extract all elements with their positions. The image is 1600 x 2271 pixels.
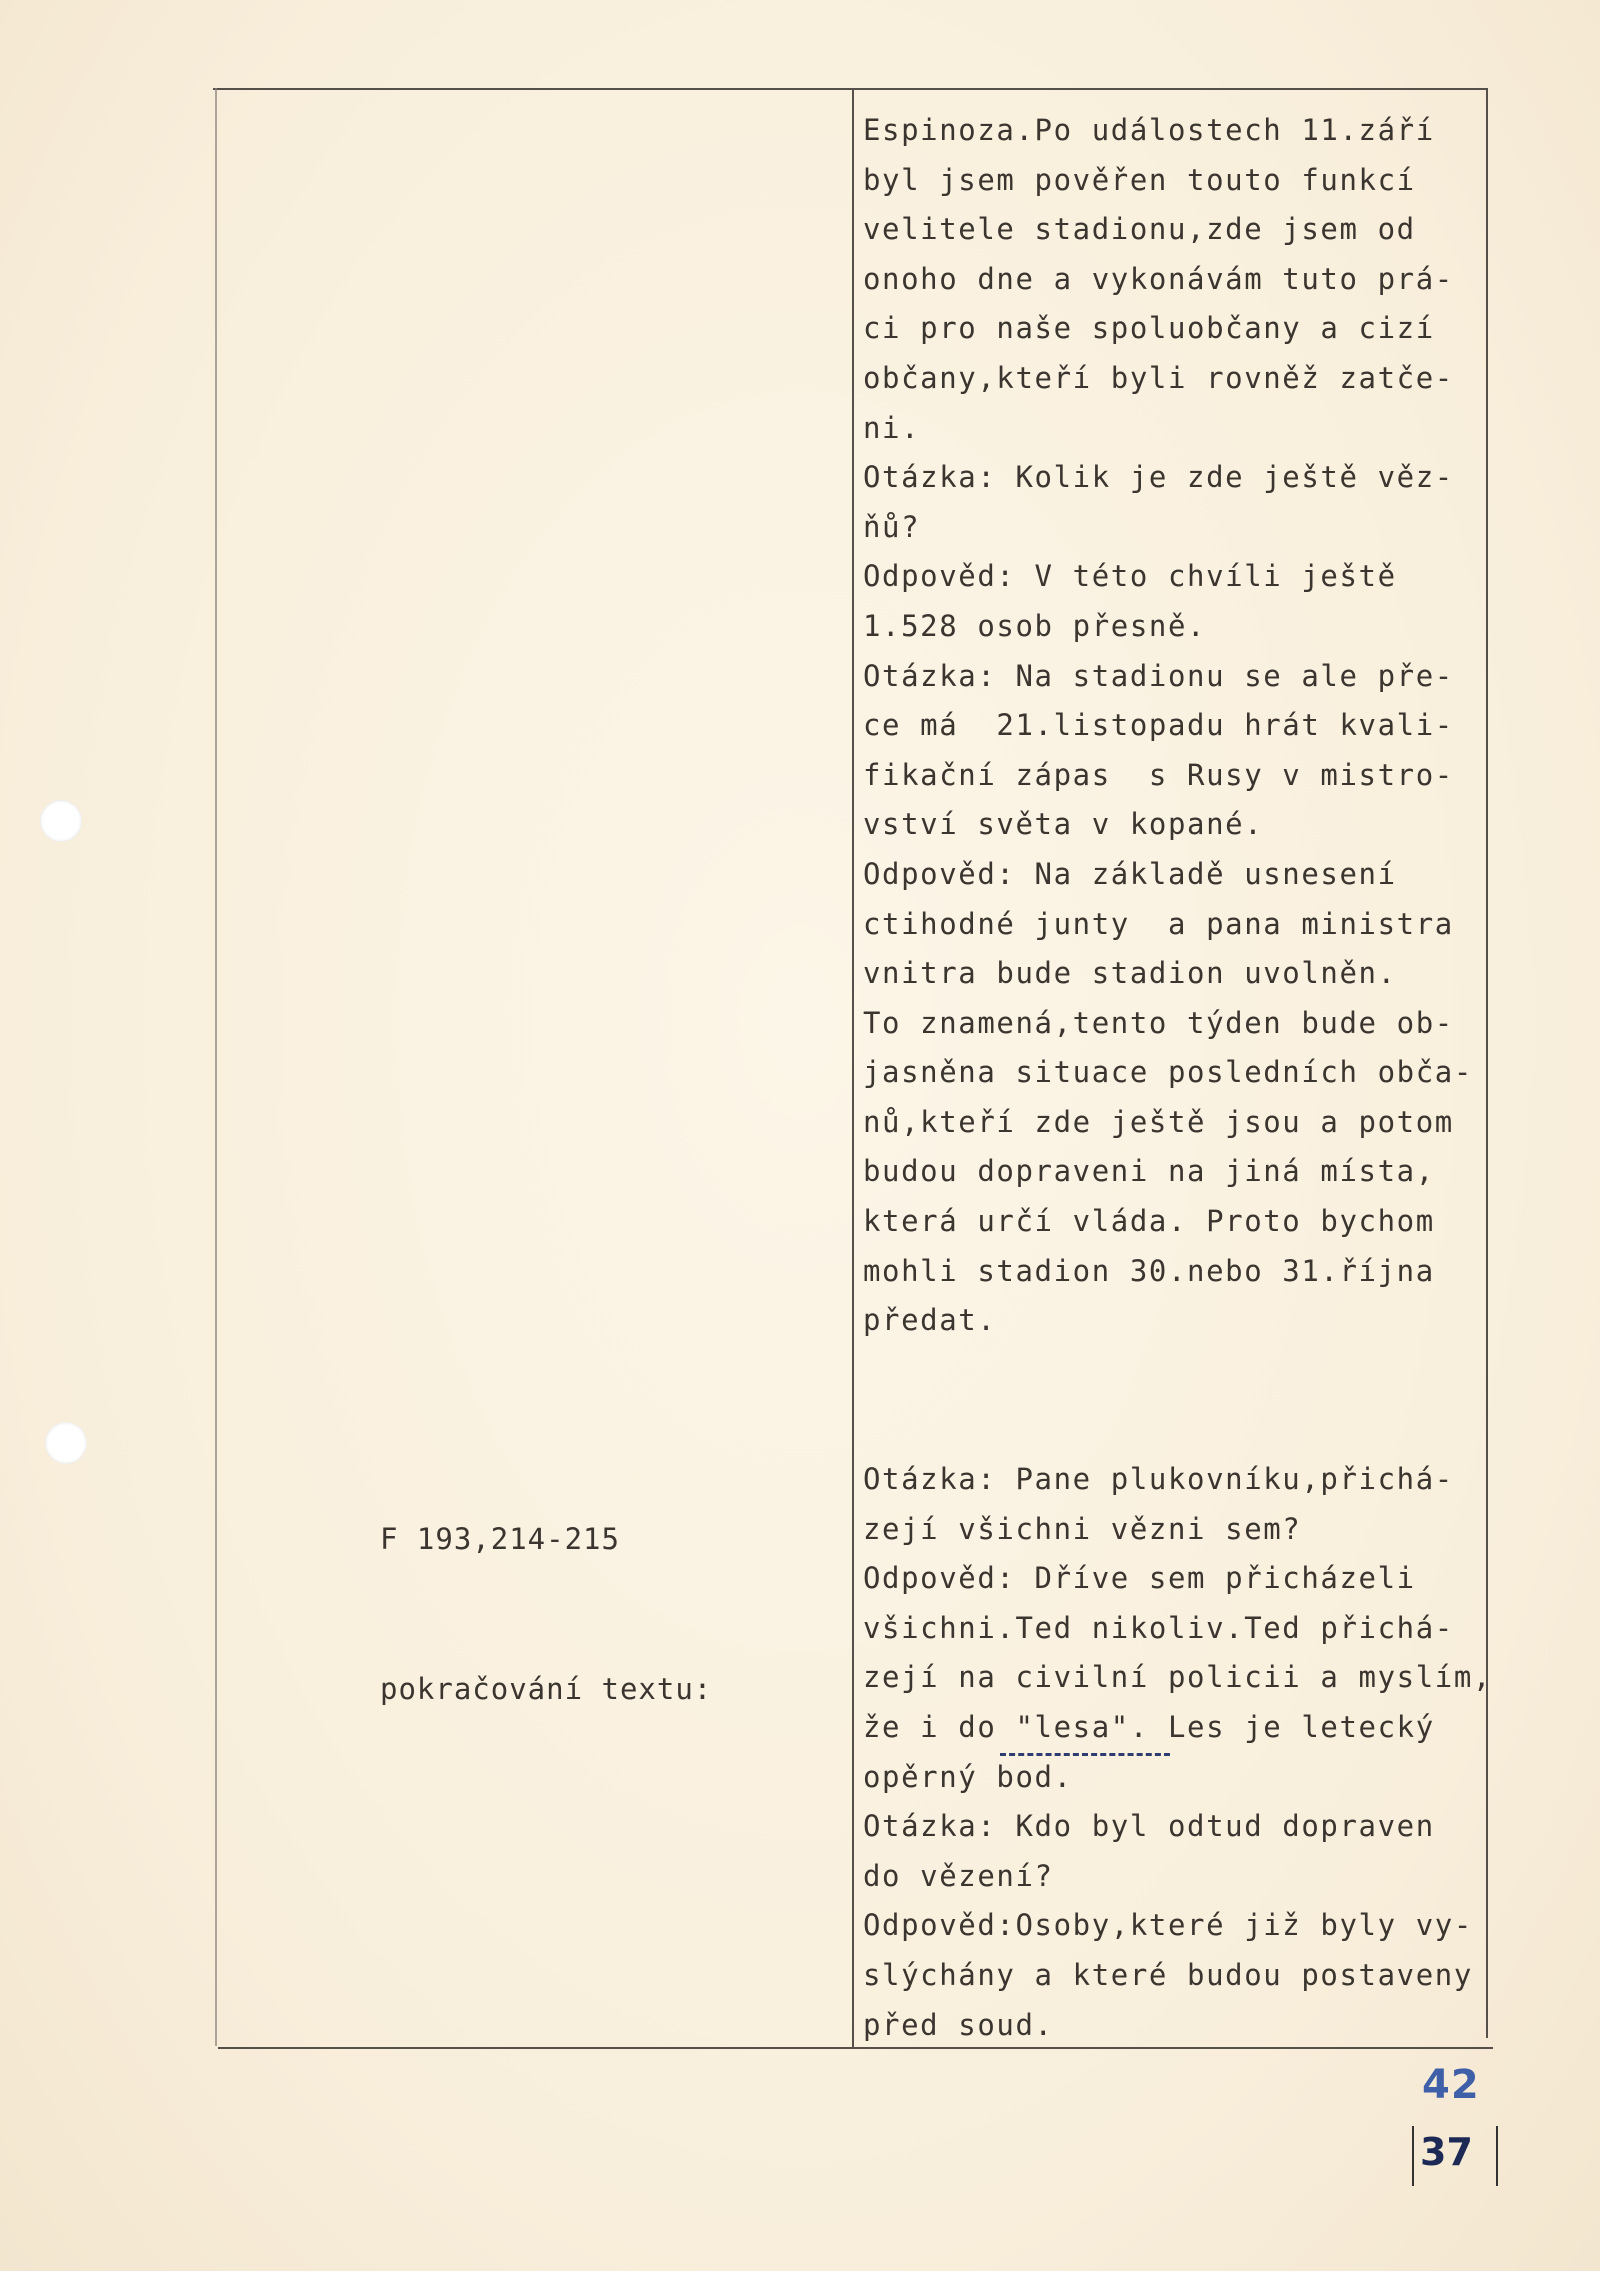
transcript-line: vnitra bude stadion uvolněn.	[863, 956, 1397, 991]
file-reference: F 193,214-215	[380, 1522, 620, 1556]
transcript-line: do vězení?	[863, 1858, 1054, 1893]
transcript-line: zejí na civilní policii a myslím,	[863, 1660, 1492, 1695]
transcript-line: fikační zápas s Rusy v mistro-	[863, 757, 1454, 792]
transcript-line: Espinoza.Po událostech 11.září	[863, 113, 1435, 147]
transcript-line: před soud.	[863, 2007, 1054, 2042]
handwritten-page-number: 42	[1422, 2062, 1480, 2108]
transcript-line: velitele stadionu,zde jsem od	[863, 212, 1416, 247]
transcript-line: nů,kteří zde ještě jsou a potom	[863, 1104, 1454, 1139]
transcript-line: ctihodné junty a pana ministra	[863, 906, 1454, 941]
transcript-line: budou dopraveni na jiná místa,	[863, 1154, 1435, 1189]
transcript-line: byl jsem pověřen touto funkcí	[863, 162, 1416, 197]
transcript-line: Otázka: Kdo byl odtud dopraven	[863, 1809, 1435, 1844]
column-divider	[852, 90, 854, 2048]
transcript-line: Odpověd: Dříve sem přicházeli	[863, 1561, 1416, 1596]
transcript-line: Odpověd: V této chvíli ještě	[863, 559, 1397, 594]
continuation-label: pokračování textu:	[380, 1672, 713, 1706]
transcript-line: 1.528 osob přesně.	[863, 608, 1207, 643]
transcript-line: slýchány a které budou postaveny	[863, 1957, 1473, 1992]
punch-hole-top	[40, 800, 82, 842]
handwritten-underline	[1000, 1753, 1170, 1758]
table-left-rule	[215, 88, 217, 2046]
transcript-line: občany,kteří byli rovněž zatče-	[863, 360, 1454, 395]
transcript-line: jasněna situace posledních obča-	[863, 1055, 1473, 1090]
transcript-line: předat.	[863, 1303, 997, 1338]
transcript-line: která určí vláda. Proto bychom	[863, 1204, 1435, 1239]
left-column-note	[380, 1414, 712, 1814]
transcript-line: vství světa v kopané.	[863, 807, 1264, 842]
transcript-line: ňů?	[863, 509, 921, 544]
transcript-line: Odpověd:Osoby,které již byly vy-	[863, 1908, 1473, 1943]
transcript-line: ci pro naše spoluobčany a cizí	[863, 311, 1435, 346]
stamped-page-number: 37	[1420, 2130, 1473, 2174]
transcript-line: ce má 21.listopadu hrát kvali-	[863, 708, 1454, 743]
transcript-part-1	[863, 106, 1503, 1346]
transcript-line: ni.	[863, 410, 921, 445]
transcript-line: Otázka: Na stadionu se ale pře-	[863, 658, 1454, 693]
transcript-line: opěrný bod.	[863, 1759, 1073, 1794]
transcript-line: mohli stadion 30.nebo 31.října	[863, 1253, 1435, 1288]
punch-hole-bottom	[45, 1422, 87, 1464]
transcript-line: Odpověd: Na základě usnesení	[863, 856, 1397, 891]
transcript-part-2	[863, 1455, 1503, 2050]
transcript-line: všichni.Ted nikoliv.Ted přichá-	[863, 1610, 1454, 1645]
transcript-line: onoho dne a vykonávám tuto prá-	[863, 261, 1454, 296]
transcript-line: Otázka: Kolik je zde ještě věz-	[863, 460, 1454, 495]
table-top-rule	[213, 88, 1487, 90]
transcript-line: To znamená,tento týden bude ob-	[863, 1005, 1454, 1040]
transcript-line: Otázka: Pane plukovníku,přichá-	[863, 1462, 1454, 1496]
transcript-line: zejí všichni vězni sem?	[863, 1511, 1302, 1546]
transcript-line: že i do "lesa". Les je letecký	[863, 1709, 1435, 1744]
